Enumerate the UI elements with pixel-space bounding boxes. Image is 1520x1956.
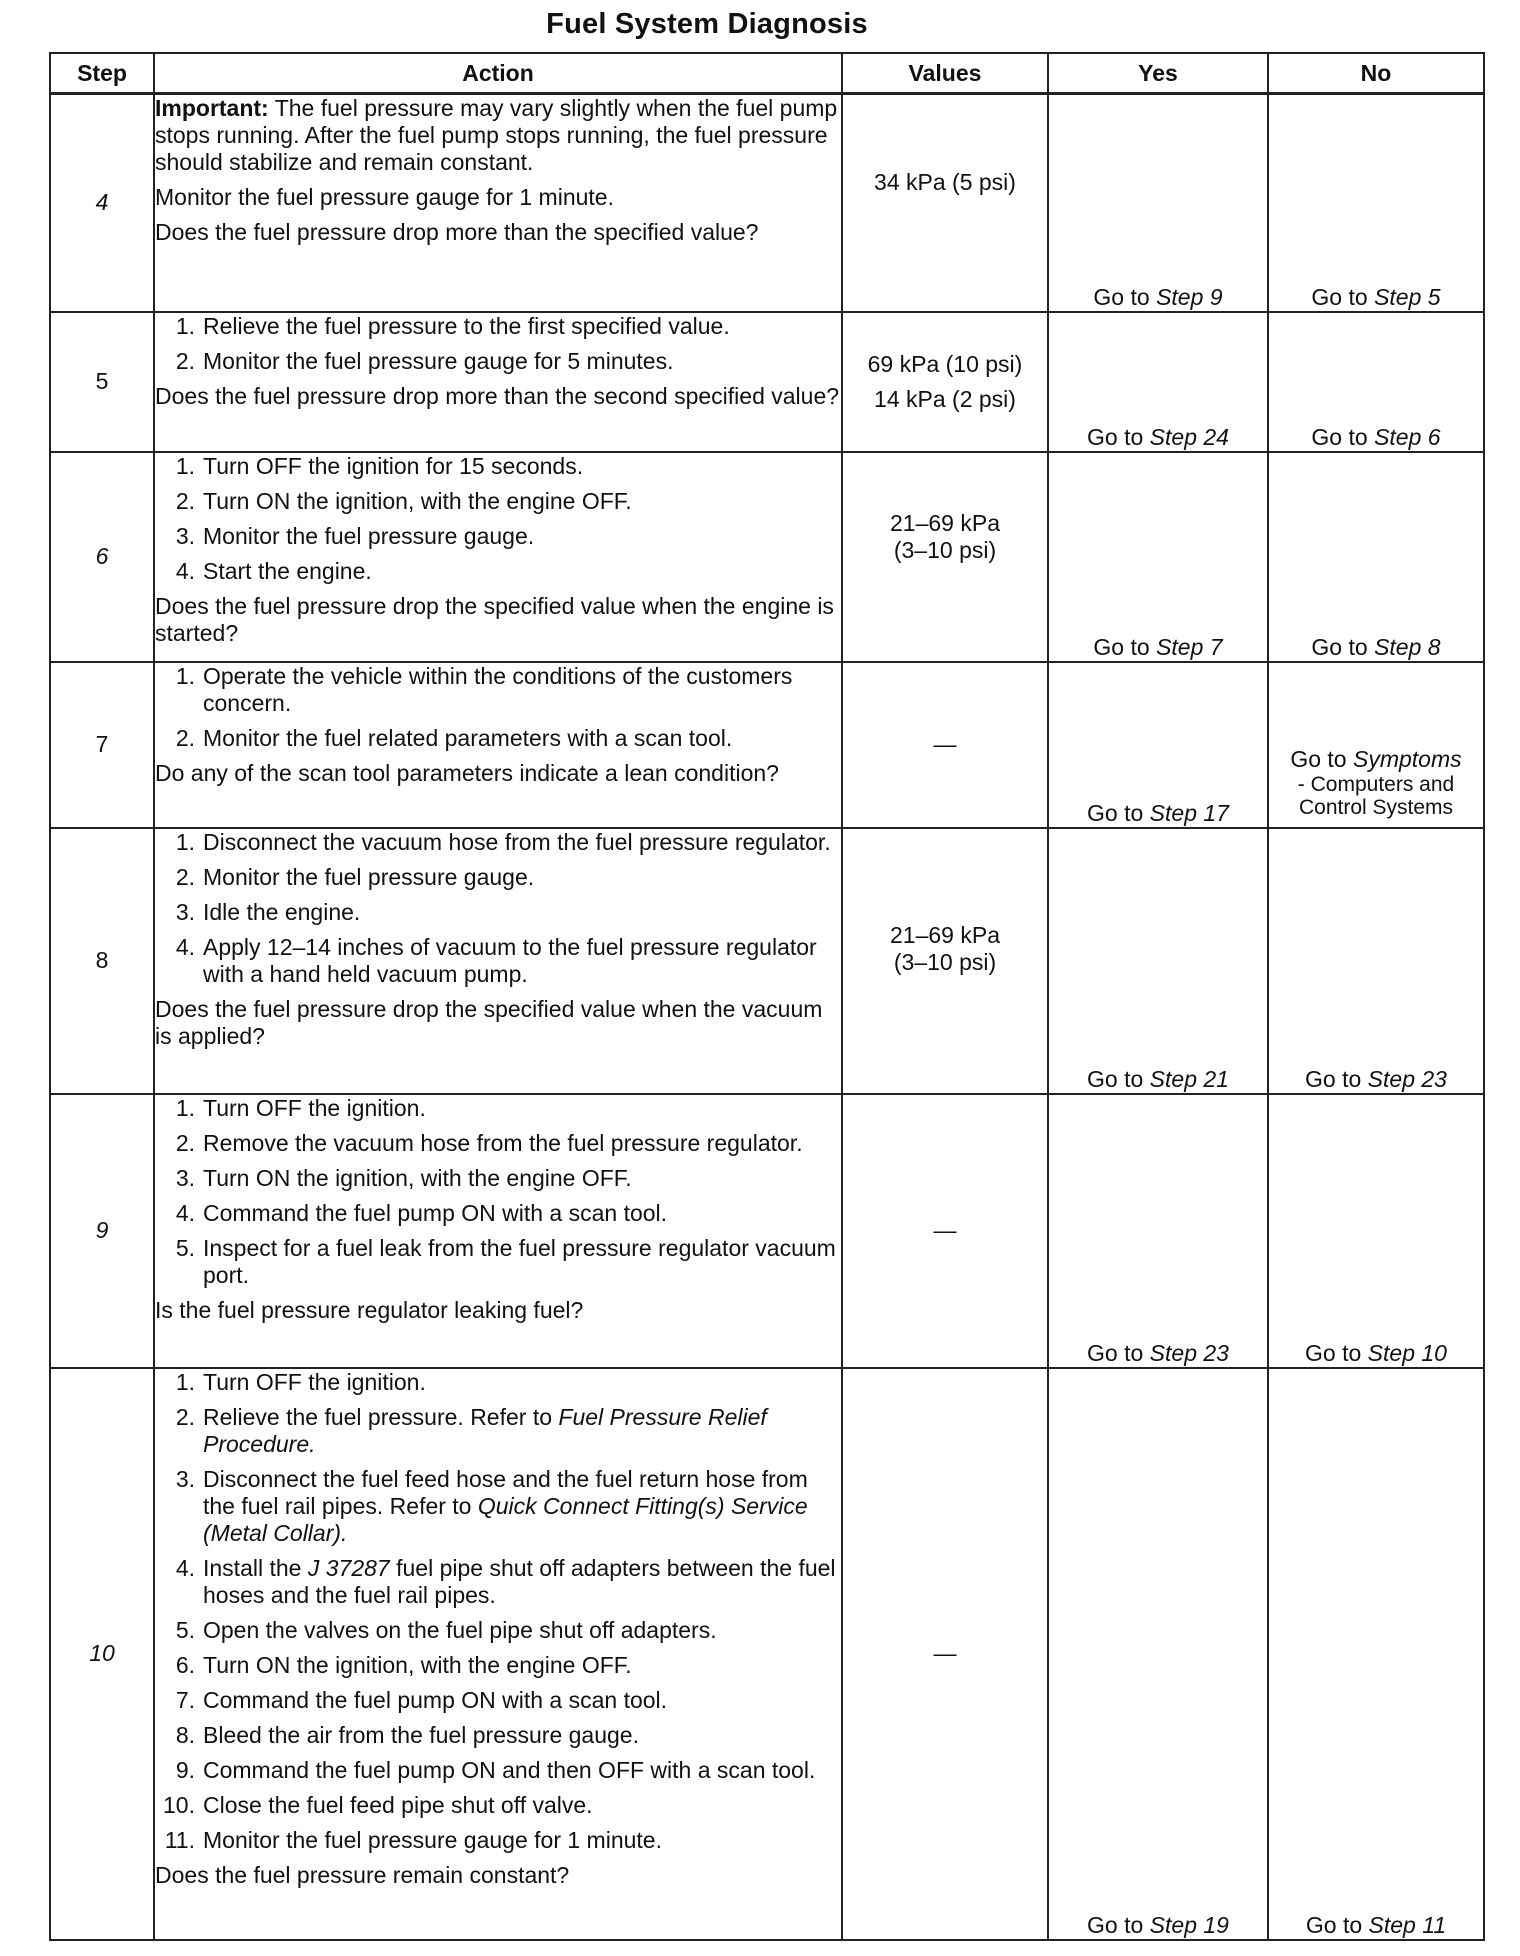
- no-cell: Go to Step 6: [1268, 312, 1484, 452]
- value: 34 kPa (5 psi): [874, 169, 1016, 196]
- list-item: 1. Disconnect the vacuum hose from the fuel pressure regulator.: [175, 828, 831, 855]
- yes-step-link[interactable]: Step 7: [1156, 633, 1223, 660]
- list-item: 3. Turn ON the ignition, with the engine OFF.: [175, 1164, 632, 1191]
- table-row-step-5: [50, 312, 1484, 452]
- list-item: 2. Monitor the fuel related parameters with a scan tool.: [175, 724, 733, 751]
- list-item: 2. Monitor the fuel pressure gauge.: [175, 863, 535, 890]
- question: Does the fuel pressure remain constant?: [155, 1861, 570, 1888]
- list-item: 1. Turn OFF the ignition.: [175, 1368, 426, 1395]
- value: (3–10 psi): [893, 536, 997, 563]
- action-steps: [155, 663, 841, 752]
- action-cell: [154, 828, 842, 1094]
- yes-header: Yes: [1048, 53, 1268, 94]
- values-cell: [842, 1368, 1048, 1940]
- yes-cell: Go to Step 23: [1048, 1094, 1268, 1368]
- step-number: 10: [50, 1368, 154, 1940]
- no-cell: Go to Step 10: [1268, 1094, 1484, 1368]
- go-to-prefix: Go to: [1311, 283, 1375, 310]
- question: Does the fuel pressure drop more than the second specified value?: [155, 382, 840, 409]
- go-to-prefix: Go to: [1093, 283, 1157, 310]
- list-item: 1. Relieve the fuel pressure to the first specified value.: [175, 312, 730, 339]
- no-step-link[interactable]: Step 10: [1367, 1339, 1447, 1366]
- table-row-step-7: [50, 662, 1484, 828]
- table-row-step-8: [50, 828, 1484, 1094]
- no-step-link[interactable]: Step 11: [1368, 1911, 1447, 1938]
- table-row-step-9: [50, 1094, 1484, 1368]
- list-item: 10. Close the fuel feed pipe shut off valve.: [163, 1791, 593, 1818]
- important-label: Important:: [155, 95, 269, 121]
- values-cell: [842, 1094, 1048, 1368]
- list-item: 4. Command the fuel pump ON with a scan tool.: [175, 1199, 668, 1226]
- no-reference-sub: - Computers and Control Systems: [1297, 772, 1455, 819]
- question: Do any of the scan tool parameters indicate a lean condition?: [155, 759, 779, 786]
- no-cell: Go to Step 11: [1268, 1368, 1484, 1940]
- list-item: 6. Turn ON the ignition, with the engine OFF.: [175, 1651, 632, 1678]
- action-cell: [154, 662, 842, 828]
- step-number: 8: [50, 828, 154, 1094]
- no-step-link[interactable]: Step 8: [1374, 633, 1441, 660]
- list-item: 9. Command the fuel pump ON and then OFF with a scan tool.: [175, 1756, 816, 1783]
- list-item: 4. Install the J 37287 fuel pipe shut off adapters between the fuel hoses and the fuel rail pipes.: [175, 1554, 836, 1608]
- table-row-step-6: [50, 452, 1484, 662]
- list-item: 5. Open the valves on the fuel pipe shut off adapters.: [175, 1616, 717, 1643]
- no-cell: [1268, 662, 1484, 828]
- value: 14 kPa (2 psi): [874, 385, 1016, 412]
- values-header: Values: [842, 53, 1048, 94]
- yes-cell: Go to Step 19: [1048, 1368, 1268, 1940]
- page-title: Fuel System Diagnosis: [546, 8, 868, 40]
- values-cell: [842, 452, 1048, 662]
- no-value-dash: —: [933, 1640, 957, 1666]
- fuel-pressure-relief-link[interactable]: Fuel Pressure Relief Procedure.: [203, 1403, 767, 1457]
- table-row-step-10: [50, 1368, 1484, 1940]
- action-steps: [155, 1095, 841, 1289]
- list-item: 3. Idle the engine.: [175, 898, 361, 925]
- no-cell: Go to Step 8: [1268, 452, 1484, 662]
- list-item: 2. Monitor the fuel pressure gauge for 5 minutes.: [175, 347, 674, 374]
- yes-step-link[interactable]: Step 19: [1149, 1911, 1229, 1938]
- no-value-dash: —: [933, 1217, 957, 1243]
- action-cell: [154, 1094, 842, 1368]
- important-text: The fuel pressure may vary slightly when the fuel pump stops running. After the fuel pump stops running, the fuel pressure should stabilize and remain constant.: [155, 95, 838, 175]
- tool-reference: J 37287: [307, 1554, 390, 1581]
- yes-step-link[interactable]: Step 23: [1149, 1339, 1229, 1366]
- value: 69 kPa (10 psi): [867, 350, 1023, 377]
- symptoms-link[interactable]: Symptoms: [1353, 745, 1462, 772]
- question: Does the fuel pressure drop the specified value when the engine is started?: [155, 592, 834, 646]
- important-note: [155, 95, 841, 176]
- action-header: Action: [154, 53, 842, 94]
- action-steps: [155, 1369, 841, 1854]
- list-item: 2. Remove the vacuum hose from the fuel pressure regulator.: [175, 1129, 803, 1156]
- yes-step-link[interactable]: Step 9: [1156, 283, 1223, 310]
- table-row-step-4: [50, 94, 1484, 312]
- question: Does the fuel pressure drop the specified value when the vacuum is applied?: [155, 995, 823, 1049]
- action-cell: [154, 452, 842, 662]
- values-cell: [842, 94, 1048, 312]
- no-value-dash: —: [933, 731, 957, 757]
- yes-cell: Go to Step 17: [1048, 662, 1268, 828]
- list-item: 1. Operate the vehicle within the conditions of the customers concern.: [175, 662, 793, 716]
- no-header: No: [1268, 53, 1484, 94]
- yes-cell: Go to Step 7: [1048, 452, 1268, 662]
- values-cell: [842, 312, 1048, 452]
- header-row: [50, 53, 1484, 94]
- list-item: 4. Start the engine.: [175, 557, 372, 584]
- value: 21–69 kPa: [890, 921, 1000, 948]
- action-steps: [155, 829, 841, 988]
- action-cell: [154, 94, 842, 312]
- step-number: 5: [50, 312, 154, 452]
- list-item: 1. Turn OFF the ignition for 15 seconds.: [175, 452, 584, 479]
- yes-step-link[interactable]: Step 17: [1149, 799, 1229, 826]
- action-cell: [154, 1368, 842, 1940]
- yes-cell: Go to Step 21: [1048, 828, 1268, 1094]
- yes-cell: [1048, 94, 1268, 312]
- action-steps: [155, 453, 841, 585]
- yes-step-link[interactable]: Step 21: [1149, 1065, 1229, 1092]
- no-step-link[interactable]: Step 23: [1367, 1065, 1447, 1092]
- step-number: 4: [50, 94, 154, 312]
- step-number: 9: [50, 1094, 154, 1368]
- question: Is the fuel pressure regulator leaking fuel?: [155, 1296, 584, 1323]
- list-item: 5. Inspect for a fuel leak from the fuel pressure regulator vacuum port.: [175, 1234, 836, 1288]
- list-item: 7. Command the fuel pump ON with a scan tool.: [175, 1686, 668, 1713]
- value: 21–69 kPa: [890, 509, 1000, 536]
- list-item: 8. Bleed the air from the fuel pressure gauge.: [175, 1721, 639, 1748]
- no-step-link[interactable]: Step 6: [1374, 423, 1441, 450]
- values-cell: [842, 828, 1048, 1094]
- yes-cell: Go to Step 24: [1048, 312, 1268, 452]
- no-cell: [1268, 94, 1484, 312]
- instruction: Monitor the fuel pressure gauge for 1 minute.: [155, 184, 614, 210]
- list-item: 1. Turn OFF the ignition.: [175, 1094, 426, 1121]
- list-item: 2. Relieve the fuel pressure. Refer to Fuel Pressure Relief Procedure.: [175, 1403, 767, 1457]
- diagnosis-table: [49, 52, 1485, 1941]
- value: (3–10 psi): [893, 948, 997, 975]
- list-item: 3. Disconnect the fuel feed hose and the fuel return hose from the fuel rail pipes. Refer to Quick Connect Fitting(s) Service (Metal Collar).: [175, 1465, 808, 1546]
- action-steps: [155, 313, 841, 375]
- quick-connect-fitting-link[interactable]: Quick Connect Fitting(s) Service (Metal Collar).: [203, 1492, 808, 1546]
- step-number: 6: [50, 452, 154, 662]
- list-item: 2. Turn ON the ignition, with the engine OFF.: [175, 487, 632, 514]
- step-header: Step: [50, 53, 154, 94]
- no-step-link[interactable]: Step 5: [1374, 283, 1441, 310]
- question: Does the fuel pressure drop more than the specified value?: [155, 219, 759, 245]
- list-item: 11. Monitor the fuel pressure gauge for 1 minute.: [164, 1826, 662, 1853]
- values-cell: [842, 662, 1048, 828]
- yes-step-link[interactable]: Step 24: [1149, 423, 1229, 450]
- action-cell: [154, 312, 842, 452]
- list-item: 3. Monitor the fuel pressure gauge.: [175, 522, 535, 549]
- list-item: 4. Apply 12–14 inches of vacuum to the fuel pressure regulator with a hand held vacuum pump.: [175, 933, 817, 987]
- no-reference: Go to Symptoms: [1290, 745, 1462, 772]
- no-cell: Go to Step 23: [1268, 828, 1484, 1094]
- step-number: 7: [50, 662, 154, 828]
